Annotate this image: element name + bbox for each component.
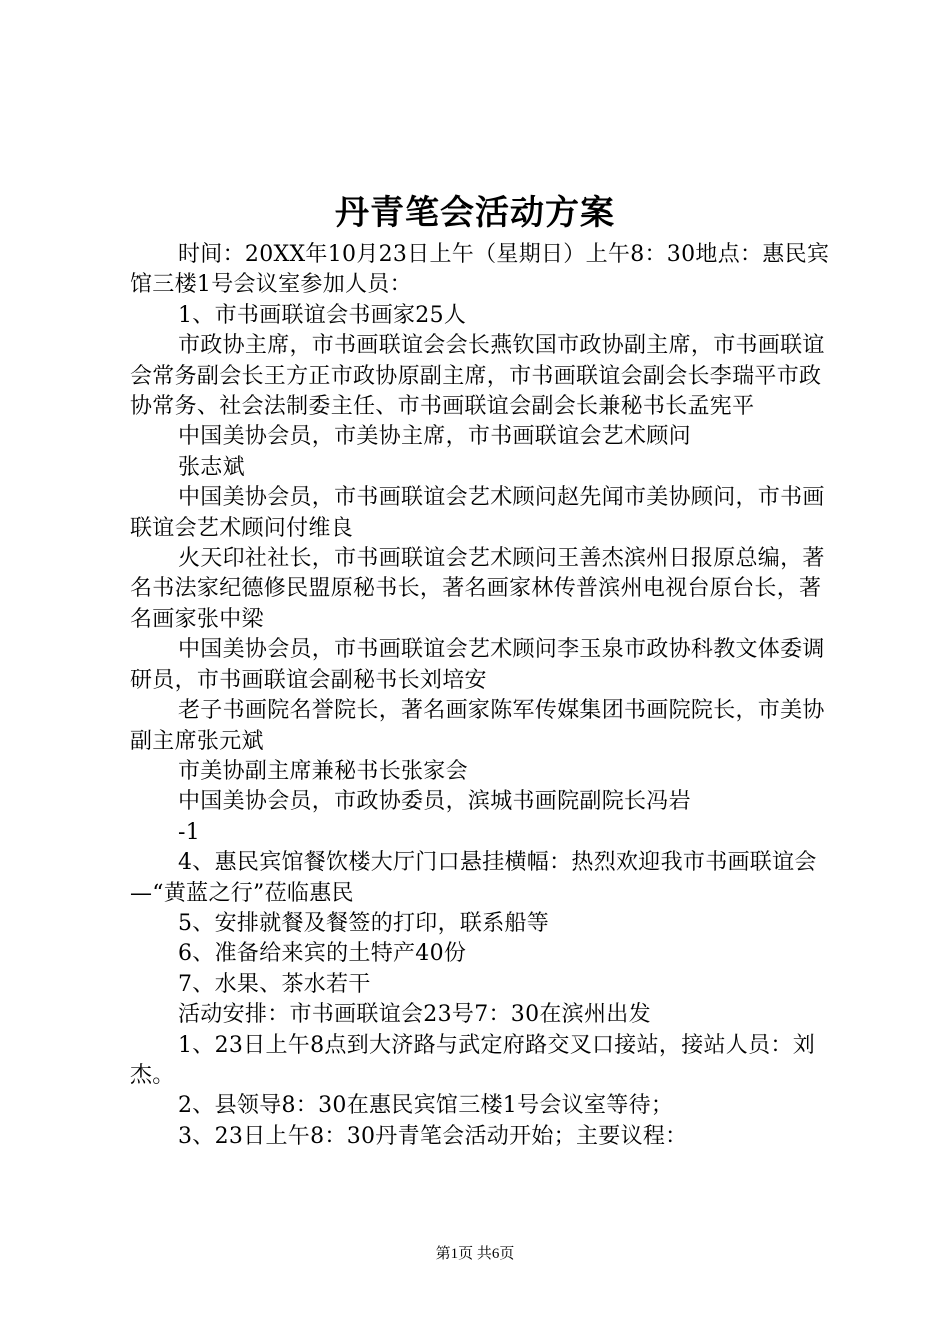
page-footer: 第1页 共6页 — [435, 1246, 515, 1262]
paragraph: 张志斌 — [178, 454, 245, 480]
paragraph: 中国美协会员，市政协委员，滨城书画院副院长冯岩 — [178, 789, 691, 815]
paragraph: 老子书画院名誉院长，著名画家陈军传媒集团书画院院长，市美协副主席张元斌 — [130, 698, 825, 754]
paragraph: 活动安排：市书画联谊会23号7：30在滨州出发 — [178, 1002, 651, 1028]
paragraph: 中国美协会员，市书画联谊会艺术顾问李玉泉市政协科教文体委调研员，市书画联谊会副秘书长刘培安 — [130, 637, 825, 693]
paragraph: 2、县领导8：30在惠民宾馆三楼1号会议室等待； — [178, 1093, 674, 1119]
paragraph: 中国美协会员，市美协主席，市书画联谊会艺术顾问 — [178, 424, 691, 450]
document-title: 丹青笔会活动方案 — [335, 193, 615, 233]
paragraph: 4、惠民宾馆餐饮楼大厅门口悬挂横幅：热烈欢迎我市书画联谊会—“黄蓝之行”莅临惠民 — [130, 850, 817, 906]
paragraph: -1 — [178, 819, 201, 845]
paragraph: 中国美协会员，市书画联谊会艺术顾问赵先闻市美协顾问，市书画联谊会艺术顾问付维良 — [130, 485, 825, 541]
paragraph: 市美协副主席兼秘书长张家会 — [178, 758, 468, 784]
document-body — [130, 240, 830, 1152]
paragraph: 3、23日上午8：30丹青笔会活动开始；主要议程： — [178, 1123, 688, 1149]
paragraph: 7、水果、茶水若干 — [178, 971, 371, 997]
paragraph: 6、准备给来宾的土特产40份 — [178, 941, 467, 967]
paragraph: 5、安排就餐及餐签的打印，联系船等 — [178, 910, 550, 936]
paragraph: 1、23日上午8点到大济路与武定府路交叉口接站，接站人员：刘杰。 — [130, 1032, 815, 1088]
paragraph: 市政协主席，市书画联谊会会长燕钦国市政协副主席，市书画联谊会常务副会长王方正市政协原副主席，市书画联谊会副会长李瑞平市政协常务、社会法制委主任、市书画联谊会副会长兼秘书长孟宪平 — [130, 333, 825, 420]
paragraph: 1、市书画联谊会书画家25人 — [178, 302, 467, 328]
paragraph: 火天印社社长，市书画联谊会艺术顾问王善杰滨州日报原总编，著名书法家纪德修民盟原秘书长，著名画家林传普滨州电视台原台长，著名画家张中梁 — [130, 546, 825, 632]
paragraph: 时间：20XX年10月23日上午（星期日）上午8：30地点：惠民宾馆三楼1号会议室参加人员： — [130, 242, 830, 298]
